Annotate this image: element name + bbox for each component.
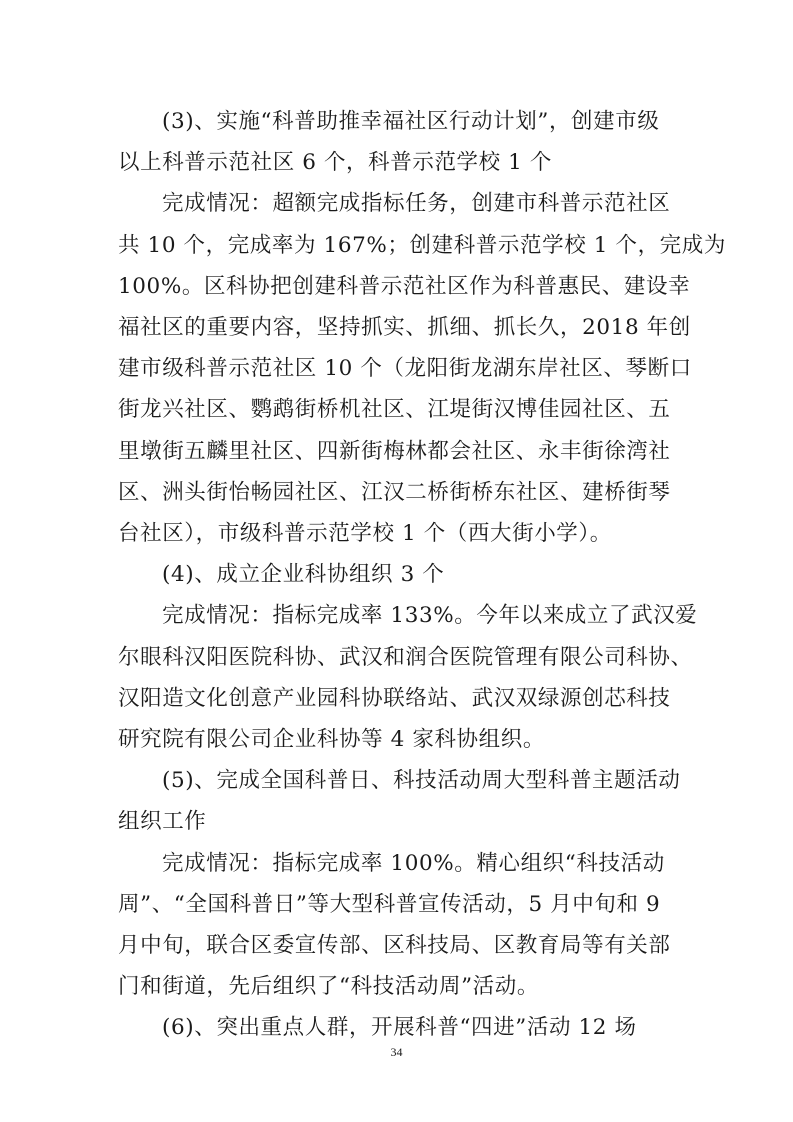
text-line: 台社区），市级科普示范学校 1 个（西大街小学）。	[118, 521, 612, 546]
text-line: 月中旬，联合区委宣传部、区科技局、区教育局等有关部	[118, 933, 671, 958]
text-line: 组织工作	[118, 809, 207, 835]
text-line: 完成情况：指标完成率 100%。精心组织“科技活动	[162, 850, 665, 876]
text-line: (5)、完成全国科普日、科技活动周大型科普主题活动	[162, 768, 681, 794]
text-line: 区、洲头街怡畅园社区、江汉二桥街桥东社区、建桥街琴	[118, 479, 671, 505]
text-line: 完成情况：指标完成率 133%。今年以来成立了武汉爱	[162, 603, 698, 629]
text-line: 街龙兴社区、鹦鹉街桥机社区、江堤街汉博佳园社区、五	[118, 397, 671, 423]
text-line: (4)、成立企业科协组织 3 个	[162, 562, 445, 588]
text-line: 门和街道，先后组织了“科技活动周”活动。	[118, 974, 539, 1000]
text-line: 里墩街五麟里社区、四新街梅林都会社区、永丰街徐湾社	[118, 438, 671, 464]
text-line: 尔眼科汉阳医院科协、武汉和润合医院管理有限公司科协、	[118, 644, 693, 670]
text-line: 以上科普示范社区 6 个，科普示范学校 1 个	[118, 150, 552, 176]
text-line: 汉阳造文化创意产业园科协联络站、武汉双绿源创芯科技	[118, 685, 671, 711]
text-line: (6)、突出重点人群，开展科普“四进”活动 12 场	[162, 1015, 637, 1041]
text-line: 研究院有限公司企业科协等 4 家科协组织。	[118, 727, 545, 752]
text-line: 100%。区科协把创建科普示范社区作为科普惠民、建设幸	[118, 273, 691, 299]
page-number: 34	[390, 1045, 403, 1059]
text-line: 福社区的重要内容，坚持抓实、抓细、抓长久，2018 年创	[118, 315, 691, 340]
text-line: 周”、“全国科普日”等大型科普宣传活动，5 月中旬和 9	[118, 891, 661, 917]
text-line: 完成情况：超额完成指标任务，创建市科普示范社区	[162, 191, 671, 217]
text-line: 共 10 个，完成率为 167%；创建科普示范学校 1 个，完成为	[118, 232, 726, 258]
text-line: 建市级科普示范社区 10 个（龙阳街龙湖东岸社区、琴断口	[118, 356, 692, 382]
text-line: (3)、实施“科普助推幸福社区行动计划”，创建市级	[162, 109, 660, 134]
